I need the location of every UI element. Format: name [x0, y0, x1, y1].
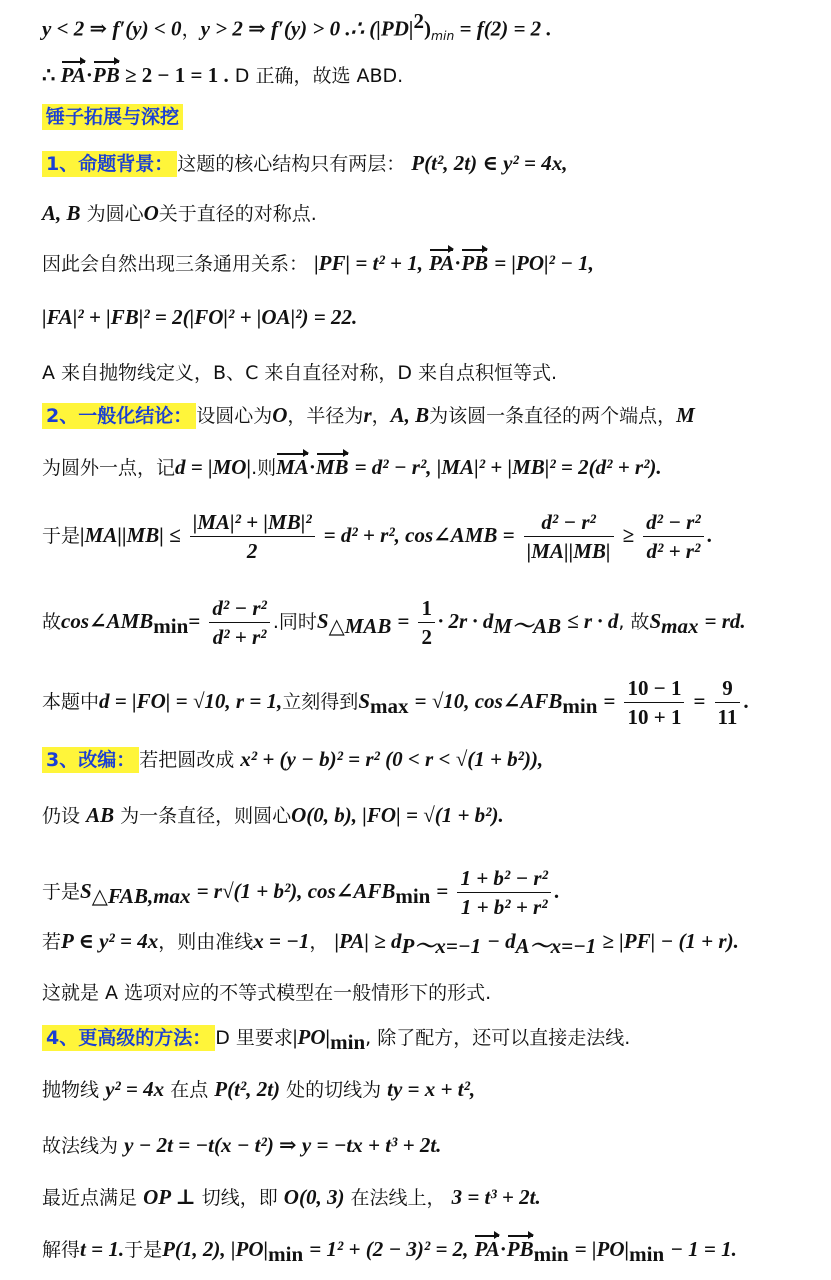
text: .同时: [272, 611, 317, 633]
math-expr: ty = x + t²,: [387, 1077, 476, 1101]
fraction-denominator: d² + r²: [212, 625, 267, 649]
math-expr: P(1, 2), |PO|: [162, 1237, 269, 1261]
math-expr: = |PO|² − 1,: [494, 251, 594, 275]
text: A 来自抛物线定义，B、C 来自直径对称，D 来自点积恒等式.: [42, 362, 558, 384]
fraction-denominator: 2: [421, 625, 432, 649]
math-expr: − d: [487, 929, 516, 953]
math-expr: .: [743, 689, 749, 713]
text: 在点: [170, 1079, 209, 1101]
subscript: min: [268, 1241, 304, 1266]
s4-line4: [42, 1182, 813, 1213]
s1-label: 1、命题背景：: [42, 151, 177, 177]
math-expr: P(t², 2t): [214, 1077, 281, 1101]
math-expr: = f(2) = 2 .: [454, 16, 552, 41]
math-expr: = √10, cos∠AFB: [414, 689, 563, 713]
text: 为圆心: [86, 203, 144, 225]
text: 故: [42, 611, 62, 633]
math-expr: =: [436, 879, 449, 903]
math-expr: 3 = t³ + 2t.: [451, 1185, 541, 1209]
text: , 故: [618, 611, 650, 633]
therefore-symbol: ∴: [42, 63, 61, 87]
s4-line2: [42, 1074, 813, 1105]
s3-label: 3、改编：: [42, 747, 139, 773]
text: ，半径为: [287, 405, 364, 427]
text: 因此会自然出现三条通用关系：: [42, 253, 309, 275]
subscript: min: [430, 29, 455, 44]
math-expr: S: [316, 609, 329, 633]
s1-line2: [42, 198, 813, 229]
fraction-denominator: 11: [717, 705, 738, 729]
subscript: △MAB: [328, 613, 392, 638]
text: ，: [371, 405, 391, 427]
fraction: [418, 594, 435, 651]
text: ，: [309, 931, 329, 953]
text: 抛物线: [42, 1079, 100, 1101]
math-expr: ≤ r · d: [567, 609, 619, 633]
math-expr: ): [423, 16, 431, 41]
text: 最近点满足: [42, 1187, 138, 1209]
conclusion-text: D 正确，故选 ABD.: [234, 65, 404, 87]
text: 为圆外一点，记: [42, 457, 176, 479]
fraction: [209, 594, 270, 651]
fraction-numerator: 1: [418, 594, 435, 623]
math-expr: S: [649, 609, 662, 633]
math-expr: S: [80, 879, 92, 903]
text: 于是: [42, 881, 81, 903]
fraction-denominator: 1 + b² + r²: [460, 895, 548, 919]
math-expr: ≥ 2 − 1 = 1 .: [119, 63, 229, 87]
s1-line3: 因此会自然出现三条通用关系： |PF| = t² + 1, PA·PB = |PO|² − 1,: [42, 248, 813, 279]
math-expr: = |PO|: [574, 1237, 630, 1261]
subscript: min: [629, 1241, 665, 1266]
math-expr: O: [143, 201, 159, 225]
subscript: △FAB,max: [91, 883, 191, 908]
math-expr: = rd.: [704, 609, 746, 633]
fraction-numerator: 10 − 1: [624, 674, 684, 703]
math-expr: r: [363, 403, 372, 427]
math-expr: ≥ |PF| − (1 + r).: [602, 929, 739, 953]
math-expr: y² = 4x: [105, 1077, 165, 1101]
text: 为该圆一条直径的两个端点，: [429, 405, 677, 427]
fraction-numerator: 1 + b² − r²: [457, 864, 550, 893]
subscript: min: [153, 613, 189, 638]
math-expr: = d² + r², cos∠AMB =: [323, 523, 515, 547]
text: 解得: [42, 1239, 81, 1261]
text: 故法线为: [42, 1135, 119, 1157]
s2-line3: [42, 508, 813, 565]
math-expr: O: [272, 403, 288, 427]
math-expr: |PF| = t² + 1,: [314, 251, 423, 275]
vector-pa: PA: [429, 248, 454, 278]
fraction-numerator: |MA|² + |MB|²: [190, 508, 315, 537]
subscript: min: [533, 1241, 569, 1266]
fraction: [643, 508, 704, 565]
s2-line4: [42, 594, 813, 651]
text: 立刻得到: [282, 691, 359, 713]
s4-line5: 解得t = 1.于是P(1, 2), $|PO|_{min} = 1^2 + (2 - 3)^2 = 2$, $PA\cdot PB_{min} = |PO|_{min} - 1 = 1$.: [42, 1234, 813, 1269]
fraction: [715, 674, 741, 731]
separator: ，: [181, 18, 201, 41]
fraction: [524, 508, 614, 565]
math-expr: |PO|: [292, 1025, 331, 1049]
fraction-numerator: d² − r²: [209, 594, 270, 623]
fraction-denominator: d² + r²: [646, 539, 701, 563]
subscript: max: [370, 693, 409, 718]
text: 为一条直径，则圆心: [120, 805, 292, 827]
vector-pa: PA: [61, 60, 86, 90]
math-expr: cos∠AMB: [61, 609, 154, 633]
conclusion-line: [42, 60, 813, 91]
text: 于是: [124, 1239, 163, 1261]
subscript: min: [562, 693, 598, 718]
subscript: M～AB: [493, 613, 562, 638]
s2-label: 2、一般化结论：: [42, 403, 196, 429]
math-expr: x² + (y − b)² = r² (0 < r < √(1 + b²)),: [240, 747, 544, 771]
s2-line1: [42, 400, 813, 431]
vector-pb: PB: [461, 248, 488, 278]
math-expr: P(t², 2t) ∈ y² = 4x,: [411, 151, 568, 175]
text: D 里要求: [215, 1027, 293, 1049]
fraction-denominator: 2: [246, 539, 258, 563]
top-math-line: [42, 6, 813, 51]
math-expr: .: [706, 523, 712, 547]
text: 若: [42, 931, 62, 953]
math-expr: OP ⊥: [143, 1185, 196, 1209]
s1-line5: [42, 358, 813, 388]
fraction-denominator: |MA||MB|: [526, 539, 611, 563]
math-expr: AB: [86, 803, 115, 827]
math-expr: M: [676, 403, 695, 427]
math-expr: A, B: [390, 403, 430, 427]
math-expr: ≥: [622, 523, 635, 547]
s1-text: 这题的核心结构只有两层：: [177, 153, 406, 175]
text: 于是: [42, 525, 81, 547]
math-expr: t = 1.: [80, 1237, 125, 1261]
s3-line2: [42, 800, 813, 831]
s1-line1: [42, 148, 813, 179]
text: 在法线上，: [350, 1187, 446, 1209]
math-expr: =: [693, 689, 706, 713]
dot-operator: ·: [85, 63, 93, 87]
text: 关于直径的对称点.: [158, 203, 317, 225]
math-expr: x = −1: [253, 929, 310, 953]
s3-line3: [42, 864, 813, 921]
math-expr: · 2r · d: [437, 609, 494, 633]
text: 本题中: [42, 691, 100, 713]
text: 处的切线为: [286, 1079, 382, 1101]
math-expr: − 1 = 1.: [670, 1237, 737, 1261]
math-expr: = d² − r², |MA|² + |MB|² = 2(d² + r²).: [354, 455, 662, 479]
section-title: 锤子拓展与深挖: [42, 104, 183, 130]
math-expr: =: [188, 609, 201, 633]
math-expr: |FA|² + |FB|² = 2(|FO|² + |OA|²) = 22.: [42, 305, 358, 329]
vector-pa: PA: [474, 1234, 499, 1264]
section-title-line: [42, 102, 813, 132]
s4-line1: [42, 1022, 813, 1057]
text: 仍设: [42, 805, 81, 827]
math-expr: y < 2 ⇒ f′(y) < 0: [42, 16, 182, 41]
subscript: max: [661, 613, 699, 638]
s4-label: 4、更高级的方法：: [42, 1025, 215, 1051]
subscript: min: [395, 883, 431, 908]
text: .则: [251, 457, 277, 479]
subscript: P～x=−1: [401, 933, 482, 958]
math-expr: |PA| ≥ d: [334, 929, 402, 953]
vector-ma: MA: [276, 452, 309, 482]
vector-mb: MB: [316, 452, 349, 482]
math-expr: S: [358, 689, 370, 713]
text: 若把圆改成: [139, 749, 235, 771]
math-expr: y > 2 ⇒ f′(y) > 0 .∴ (|PD|: [200, 16, 414, 41]
math-expr: O(0, b), |FO| = √(1 + b²).: [291, 803, 504, 827]
subscript: A～x=−1: [515, 933, 597, 958]
s3-line1: [42, 744, 813, 775]
math-expr: .: [553, 879, 560, 903]
subscript: min: [330, 1029, 366, 1054]
math-expr: |MA||MB| ≤: [80, 523, 181, 547]
math-expr: A, B: [42, 201, 81, 225]
s1-line4: [42, 302, 813, 333]
text: 设圆心为: [196, 405, 273, 427]
superscript: 2: [413, 9, 424, 33]
math-expr: = r√(1 + b²), cos∠AFB: [196, 879, 396, 903]
vector-pb: PB: [93, 60, 120, 90]
fraction: [457, 864, 550, 921]
fraction-denominator: 10 + 1: [627, 705, 682, 729]
s2-line5: [42, 674, 813, 731]
math-expr: d = |FO| = √10, r = 1,: [99, 689, 283, 713]
math-expr: O(0, 3): [283, 1185, 345, 1209]
fraction: [624, 674, 684, 731]
text: ，则由准线: [158, 931, 254, 953]
fraction: [190, 508, 315, 565]
s3-line4: [42, 926, 813, 961]
s3-line5: [42, 978, 813, 1008]
vector-pb: PB: [507, 1234, 534, 1264]
fraction-numerator: d² − r²: [524, 508, 614, 537]
s4-line3: [42, 1130, 813, 1161]
fraction-numerator: 9: [715, 674, 741, 703]
math-expr: = 1² + (2 − 3)² = 2,: [309, 1237, 469, 1261]
text: 切线，即: [201, 1187, 278, 1209]
text: , 除了配方，还可以直接走法线.: [365, 1027, 631, 1049]
text: 这就是 A 选项对应的不等式模型在一般情形下的形式.: [42, 982, 492, 1004]
s2-line2: 为圆外一点，记d = |MO|.则MA·MB = d² − r², |MA|² + |MB|² = 2(d² + r²).: [42, 452, 813, 483]
math-expr: y − 2t = −t(x − t²) ⇒ y = −tx + t³ + 2t.: [124, 1133, 442, 1157]
math-expr: =: [603, 689, 616, 713]
math-expr: =: [397, 609, 410, 633]
math-expr: P ∈ y² = 4x: [61, 929, 159, 953]
fraction-numerator: d² − r²: [643, 508, 704, 537]
math-expr: d = |MO|: [175, 455, 252, 479]
